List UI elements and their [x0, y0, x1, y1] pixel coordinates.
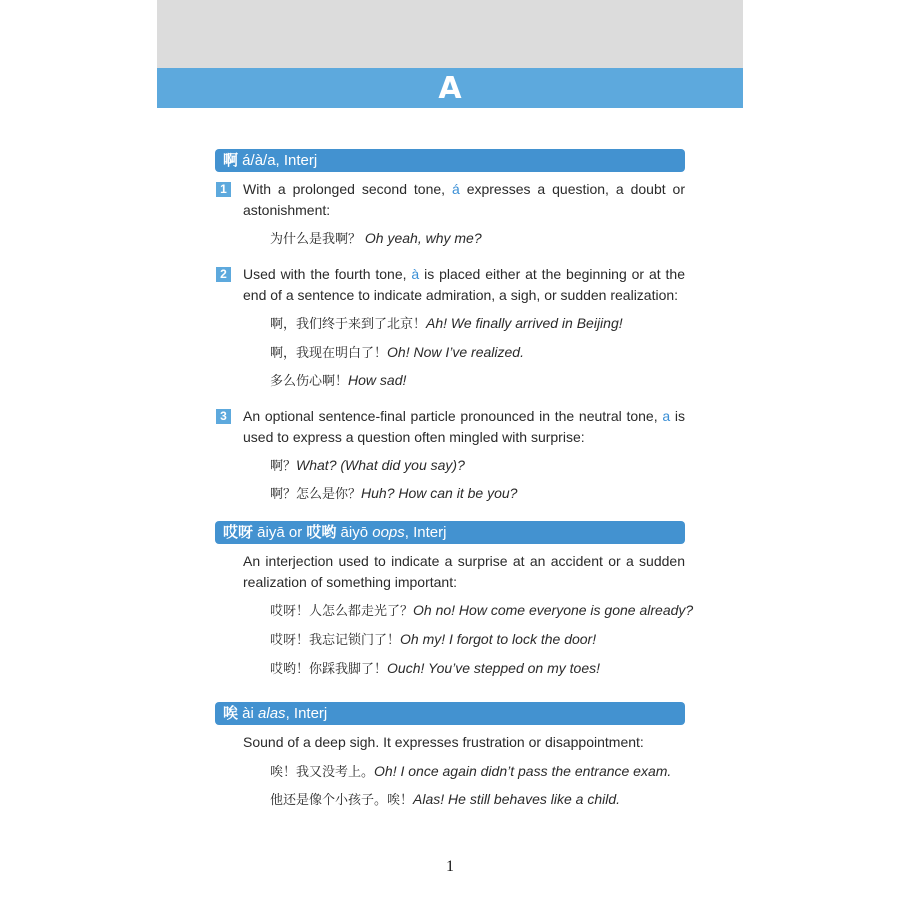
entry-header-aiya — [215, 521, 685, 544]
example-english: Oh! Now I’ve realized. — [387, 344, 524, 360]
example-chinese: 哎哟！你踩我脚了！ — [270, 662, 388, 677]
sense-definition — [243, 179, 685, 221]
example-chinese: 哎呀！我忘记锁门了！ — [270, 633, 401, 648]
entry-header-gloss: oops — [372, 524, 405, 541]
entry-headword: 唉 — [223, 704, 239, 722]
entry-header-ai — [215, 702, 685, 725]
example-chinese: 为什么是我啊？ — [270, 232, 362, 247]
example-chinese: 他还是像个小孩子。唉！ — [270, 793, 414, 808]
example-sentence — [270, 658, 600, 680]
example-sentence — [270, 228, 482, 250]
entry-headword-alt: 哎哟 — [306, 523, 337, 541]
example-english: What? (What did you say)? — [296, 457, 465, 473]
definition-text: is used to express a question often mingled with surprise: — [243, 408, 685, 445]
sense-number: 2 — [216, 267, 231, 282]
entry-definition: An interjection used to indicate a surprise at an accident or a sudden realization of something important: — [243, 553, 685, 590]
definition-phonetic: à — [411, 266, 420, 282]
entry-header-gloss: alas — [258, 705, 286, 722]
entry-definition: Sound of a deep sigh. It expresses frustration or disappointment: — [243, 734, 644, 750]
example-chinese: 啊，我现在明白了！ — [270, 346, 388, 361]
example-chinese: 唉！我又没考上。 — [270, 765, 375, 780]
example-sentence — [270, 483, 517, 505]
entry-header-text: āiyō — [336, 524, 373, 541]
sense-number: 1 — [216, 182, 231, 197]
example-english: Oh my! I forgot to lock the door! — [400, 631, 597, 647]
example-sentence — [270, 761, 671, 783]
top-margin-bar — [157, 0, 743, 68]
sense-definition — [243, 264, 685, 306]
entry-headword: 哎呀 — [223, 523, 254, 541]
sense-definition — [243, 406, 685, 448]
entry-header-text: , Interj — [285, 705, 328, 722]
example-english: Oh! I once again didn’t pass the entrance exam. — [374, 763, 672, 779]
entry-header-text: ài — [238, 705, 259, 722]
example-english: Alas! He still behaves like a child. — [413, 791, 621, 807]
example-chinese: 啊？ — [270, 459, 297, 474]
example-chinese: 多么伤心啊！ — [270, 374, 349, 389]
example-sentence — [270, 789, 620, 811]
example-chinese: 哎呀！人怎么都走光了？ — [270, 604, 414, 619]
entry-headword: 啊 — [223, 151, 239, 169]
example-sentence — [270, 455, 465, 477]
definition-text: is placed either at the beginning or at the end of a sentence to indicate admiration, a sigh, or sudden realization: — [243, 266, 685, 303]
example-sentence — [270, 600, 693, 622]
section-letter: A — [438, 70, 462, 106]
entry-header-text: āiyā or — [253, 524, 307, 541]
example-chinese: 啊？怎么是你？ — [270, 487, 362, 502]
entry-header-text: á/à/a, Interj — [238, 152, 318, 169]
example-english: Huh? How can it be you? — [361, 485, 518, 501]
entry-header-text: , Interj — [404, 524, 447, 541]
definition-text: An optional sentence-final particle pronounced in the neutral tone, — [243, 408, 663, 424]
definition-text: expresses a question, a doubt or astonishment: — [243, 181, 685, 218]
example-sentence — [270, 313, 623, 335]
example-english: Ah! We finally arrived in Beijing! — [426, 315, 623, 331]
example-chinese: 啊，我们终于来到了北京！ — [270, 317, 427, 332]
example-english: Ouch! You’ve stepped on my toes! — [387, 660, 601, 676]
example-english: Oh no! How come everyone is gone already? — [413, 602, 694, 618]
example-english: How sad! — [348, 372, 407, 388]
example-sentence — [270, 629, 596, 651]
section-letter-band — [157, 68, 743, 108]
definition-phonetic: a — [662, 408, 671, 424]
sense-number: 3 — [216, 409, 231, 424]
page-number: 1 — [446, 858, 454, 875]
definition-text: With a prolonged second tone, — [243, 181, 452, 197]
definition-text: Used with the fourth tone, — [243, 266, 412, 282]
entry-header-a — [215, 149, 685, 172]
dictionary-page — [157, 0, 743, 900]
definition-phonetic: á — [451, 181, 460, 197]
example-sentence — [270, 370, 406, 392]
example-english: Oh yeah, why me? — [364, 230, 482, 246]
example-sentence — [270, 342, 524, 364]
